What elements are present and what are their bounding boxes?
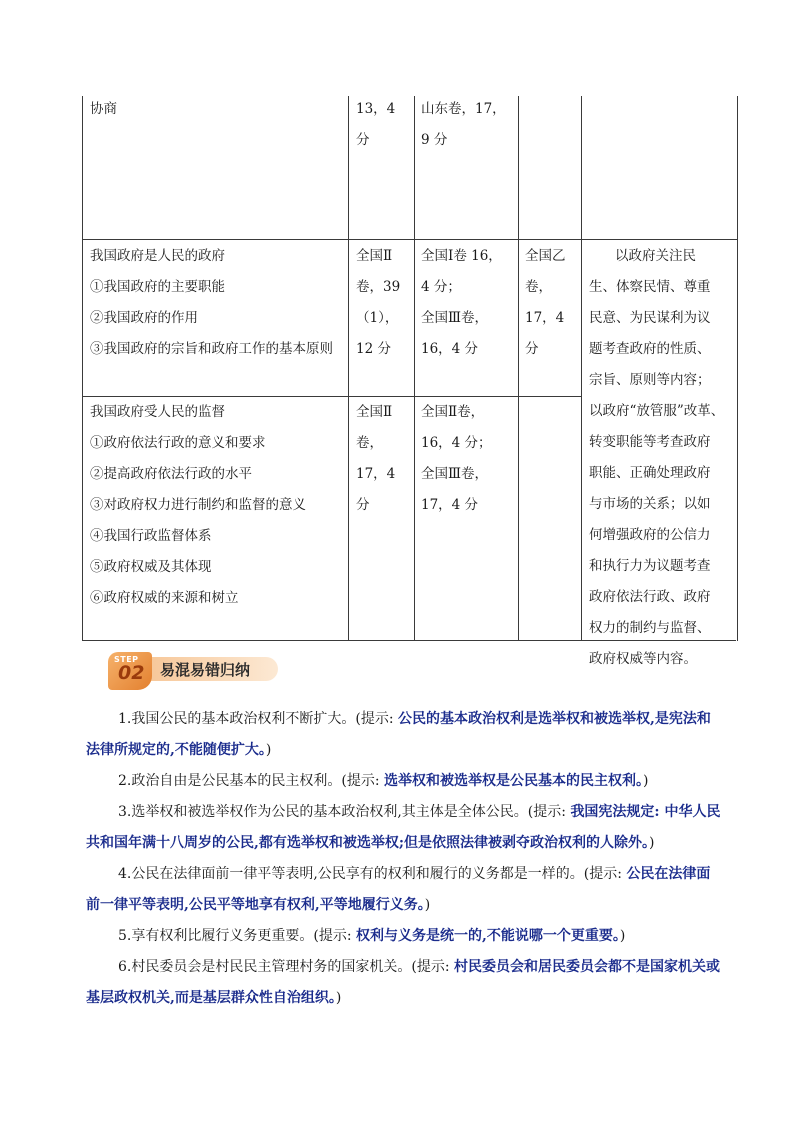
cell-line: 17，4 bbox=[356, 466, 396, 482]
note-line: 何增强政府的公信力 bbox=[589, 527, 711, 543]
note-statement: 5.享有权利比履行义务更重要。(提示: bbox=[118, 928, 356, 944]
cell-line: 分 bbox=[356, 132, 370, 148]
topic-line: ⑤政府权威及其体现 bbox=[90, 559, 212, 575]
cell-line: 分 bbox=[525, 341, 539, 357]
exam-cell bbox=[421, 94, 506, 156]
topic-line: ④我国行政监督体系 bbox=[90, 528, 212, 544]
note-end: ) bbox=[649, 835, 655, 851]
error-note bbox=[86, 921, 722, 952]
cell-line: 全国Ⅱ卷， bbox=[421, 404, 485, 420]
table-col-divider bbox=[348, 96, 349, 641]
table-right-border bbox=[737, 96, 738, 641]
step-label: STEP bbox=[114, 655, 139, 664]
cell-line: 17，4 分 bbox=[421, 497, 479, 513]
note-statement: 6.村民委员会是村民民主管理村务的国家机关。(提示: bbox=[118, 959, 454, 975]
topic-line: ③对政府权力进行制约和监督的意义 bbox=[90, 497, 306, 513]
note-end: ) bbox=[643, 773, 649, 789]
exam-cell bbox=[525, 241, 566, 365]
note-line: 和执行力为议题考查 bbox=[589, 558, 711, 574]
table-row-divider bbox=[82, 239, 738, 240]
cell-line: 全国Ⅱ bbox=[356, 248, 393, 264]
topic-line: 我国政府受人民的监督 bbox=[90, 404, 225, 420]
exam-cell bbox=[356, 94, 395, 156]
error-note bbox=[86, 797, 722, 859]
exam-cell bbox=[356, 397, 395, 521]
cell-line: 山东卷，17， bbox=[421, 101, 506, 117]
cell-line: 全国Ⅰ卷 16， bbox=[421, 248, 502, 264]
note-line: 宗旨、原则等内容； bbox=[589, 372, 711, 388]
cell-line: 卷， bbox=[525, 279, 552, 295]
note-line: 权力的制约与监督、 bbox=[589, 620, 711, 636]
table-left-border bbox=[82, 96, 83, 641]
cell-line: 全国Ⅲ卷， bbox=[421, 466, 489, 482]
error-note bbox=[86, 952, 722, 1014]
table-col-divider bbox=[518, 96, 519, 641]
note-statement: 2.政治自由是公民基本的民主权利。(提示: bbox=[118, 773, 384, 789]
note-hint: 选举权和被选举权是公民基本的民主权利。 bbox=[384, 773, 643, 789]
cell-line: 16，4 分； bbox=[421, 435, 492, 451]
note-end: ) bbox=[265, 742, 272, 758]
error-note bbox=[86, 859, 722, 921]
note-statement: 1.我国公民的基本政治权利不断扩大。(提示: bbox=[118, 711, 398, 727]
table-col-divider bbox=[581, 96, 582, 641]
note-end: ) bbox=[619, 928, 626, 944]
note-line: 以政府关注民 bbox=[615, 248, 696, 264]
note-line: 政府权威等内容。 bbox=[589, 651, 697, 667]
topic-line: 协商 bbox=[90, 101, 117, 117]
note-end: ) bbox=[424, 897, 431, 913]
note-end: ) bbox=[335, 990, 342, 1006]
note-hint: 公民在法律面前一律平等表明,公民平等地享有权利,平等地履行义务。 bbox=[86, 866, 711, 913]
cell-line: 16，4 分 bbox=[421, 341, 479, 357]
topic-cell bbox=[90, 397, 306, 614]
error-note bbox=[86, 704, 722, 766]
note-line: 生、体察民情、尊重 bbox=[589, 279, 711, 295]
note-statement: 3.选举权和被选举权作为公民的基本政治权利,其主体是全体公民。(提示: bbox=[118, 804, 571, 820]
note-line: 转变职能等考查政府 bbox=[589, 434, 711, 450]
exam-cell bbox=[356, 241, 400, 365]
section-title: 易混易错归纳 bbox=[160, 661, 251, 679]
note-line: 政府依法行政、政府 bbox=[589, 589, 711, 605]
note-hint: 公民的基本政治权利是选举权和被选举权,是宪法和法律所规定的,不能随便扩大。 bbox=[86, 711, 711, 758]
cell-line: 13，4 bbox=[356, 101, 396, 117]
cell-line: 12 分 bbox=[356, 341, 391, 357]
note-line: 与市场的关系；以如 bbox=[589, 496, 711, 512]
cell-line: 全国Ⅱ bbox=[356, 404, 393, 420]
topic-cell bbox=[90, 241, 333, 365]
topic-line: ②提高政府依法行政的水平 bbox=[90, 466, 252, 482]
note-line: 民意、为民谋利为议 bbox=[589, 310, 711, 326]
exam-cell bbox=[421, 397, 492, 521]
note-hint: 权利与义务是统一的,不能说哪一个更重要。 bbox=[356, 928, 620, 944]
note-hint: 我国宪法规定: 中华人民共和国年满十八周岁的公民,都有选举权和被选举权;但是依照法律被剥夺政治权利的人除外。 bbox=[86, 804, 721, 851]
table-col-divider bbox=[414, 96, 415, 641]
exam-analysis-note bbox=[589, 241, 724, 675]
topic-cell bbox=[90, 94, 117, 125]
note-line: 职能、正确处理政府 bbox=[589, 465, 711, 481]
topic-line: 我国政府是人民的政府 bbox=[90, 248, 225, 264]
note-line: 题考查政府的性质、 bbox=[589, 341, 711, 357]
cell-line: 卷，39 bbox=[356, 279, 401, 295]
topic-line: ③我国政府的宗旨和政府工作的基本原则 bbox=[90, 341, 333, 357]
note-line: 以政府“放管服”改革、 bbox=[589, 403, 725, 419]
topic-line: ⑥政府权威的来源和树立 bbox=[90, 590, 239, 606]
cell-line: 卷， bbox=[356, 435, 383, 451]
note-hint: 村民委员会和居民委员会都不是国家机关或基层政权机关,而是基层群众性自治组织。 bbox=[86, 959, 720, 1006]
cell-line: 分 bbox=[356, 497, 370, 513]
step-number: 02 bbox=[118, 662, 145, 684]
cell-line: 全国Ⅲ卷， bbox=[421, 310, 489, 326]
cell-line: （1）， bbox=[356, 310, 399, 326]
cell-line: 9 分 bbox=[421, 132, 448, 148]
topic-line: ①政府依法行政的意义和要求 bbox=[90, 435, 266, 451]
note-statement: 4.公民在法律面前一律平等表明,公民享有的权利和履行的义务都是一样的。(提示: bbox=[118, 866, 627, 882]
topic-line: ②我国政府的作用 bbox=[90, 310, 198, 326]
exam-cell bbox=[421, 241, 502, 365]
cell-line: 17，4 bbox=[525, 310, 565, 326]
cell-line: 全国乙 bbox=[525, 248, 566, 264]
error-note bbox=[86, 766, 722, 797]
topic-line: ①我国政府的主要职能 bbox=[90, 279, 225, 295]
cell-line: 4 分； bbox=[421, 279, 461, 295]
